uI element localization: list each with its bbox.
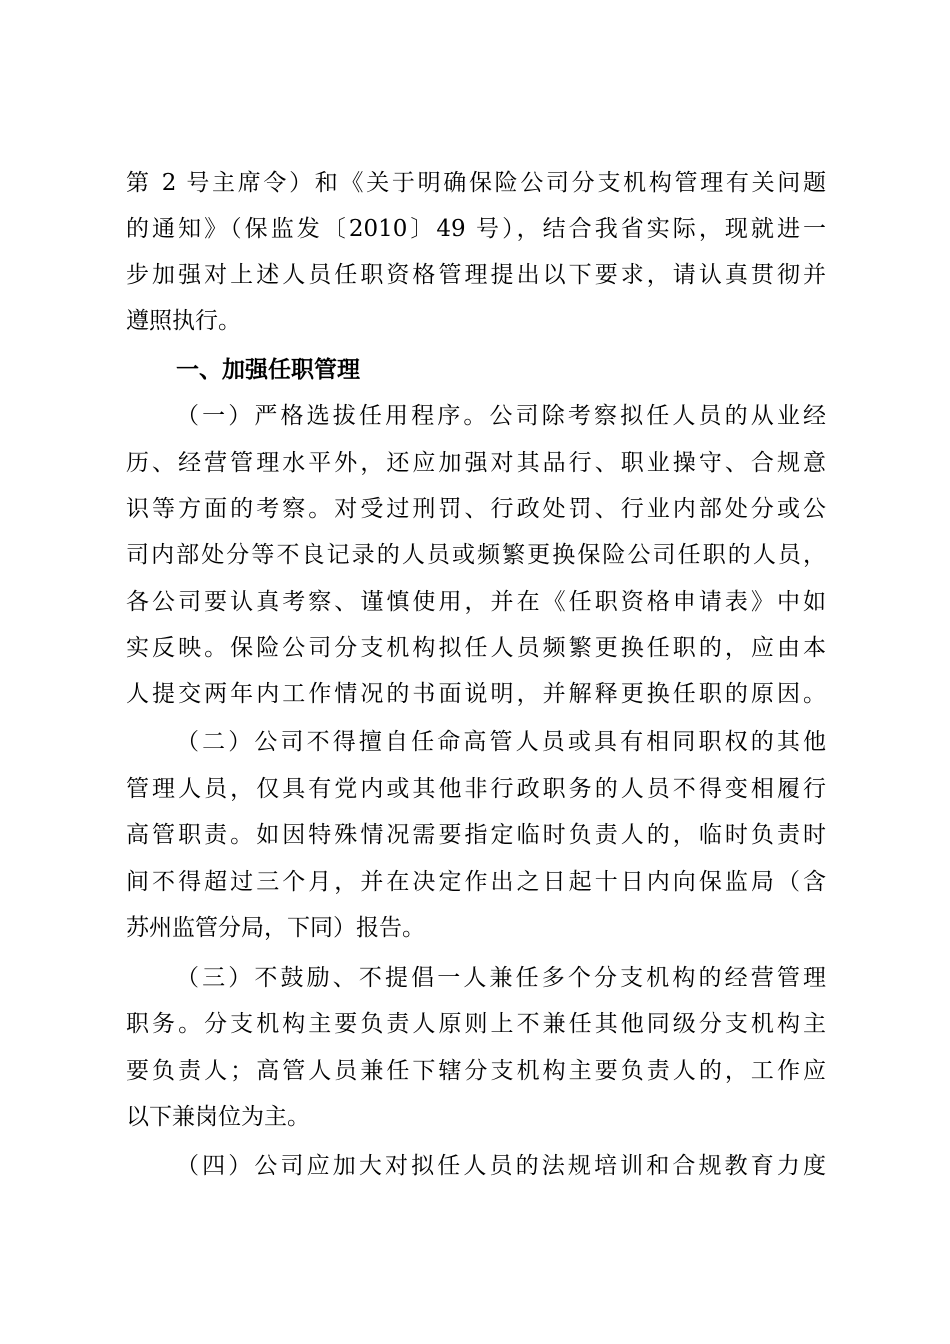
item1-line-7: 人提交两年内工作情况的书面说明，并解释更换任职的原因。 [126, 681, 826, 707]
item1-line-2: 历、经营管理水平外，还应加强对其品行、职业操守、合规意 [126, 450, 826, 476]
item2-line-5: 苏州监管分局，下同）报告。 [126, 915, 425, 941]
intro-line-4: 遵照执行。 [126, 308, 241, 334]
item4-line-1: （四）公司应加大对拟任人员的法规培训和合规教育力度 [176, 1153, 826, 1179]
intro-line-2: 的通知》（保监发〔2010〕49 号），结合我省实际，现就进一 [126, 216, 826, 242]
intro-line-3: 步加强对上述人员任职资格管理提出以下要求，请认真贯彻并 [126, 262, 826, 288]
item3-line-3: 要负责人；高管人员兼任下辖分支机构主要负责人的，工作应 [126, 1058, 826, 1084]
item2-line-1: （二）公司不得擅自任命高管人员或具有相同职权的其他 [176, 729, 826, 755]
item3-line-2: 职务。分支机构主要负责人原则上不兼任其他同级分支机构主 [126, 1011, 826, 1037]
item2-line-2: 管理人员，仅具有党内或其他非行政职务的人员不得变相履行 [126, 776, 826, 802]
item1-line-4: 司内部处分等不良记录的人员或频繁更换保险公司任职的人员， [126, 542, 826, 568]
intro-line-1: 第 2 号主席令）和《关于明确保险公司分支机构管理有关问题 [126, 170, 826, 196]
item2-line-4: 间不得超过三个月，并在决定作出之日起十日内向保监局（含 [126, 869, 826, 895]
item1-line-3: 识等方面的考察。对受过刑罚、行政处罚、行业内部处分或公 [126, 496, 826, 522]
section-heading: 一、加强任职管理 [176, 357, 360, 383]
item1-line-1: （一）严格选拔任用程序。公司除考察拟任人员的从业经 [176, 403, 826, 429]
item3-line-4: 以下兼岗位为主。 [126, 1104, 310, 1130]
item3-line-1: （三）不鼓励、不提倡一人兼任多个分支机构的经营管理 [176, 965, 826, 991]
item1-line-6: 实反映。保险公司分支机构拟任人员频繁更换任职的，应由本 [126, 635, 826, 661]
item1-line-5: 各公司要认真考察、谨慎使用，并在《任职资格申请表》中如 [126, 589, 826, 615]
item2-line-3: 高管职责。如因特殊情况需要指定临时负责人的，临时负责时 [126, 822, 826, 848]
